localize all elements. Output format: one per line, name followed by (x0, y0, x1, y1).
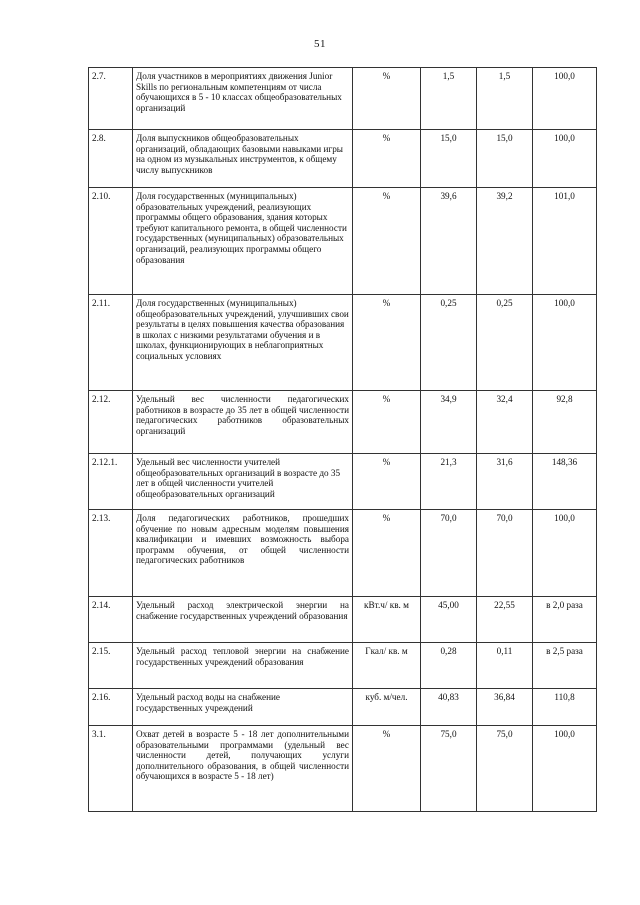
row-number: 2.7. (89, 68, 133, 130)
value-cell: 101,0 (533, 188, 597, 295)
row-number: 2.12. (89, 391, 133, 454)
value-cell: 40,83 (421, 689, 477, 726)
table-row (89, 391, 597, 454)
value-cell: 148,36 (533, 454, 597, 510)
unit-cell: куб. м/чел. (353, 689, 421, 726)
value-cell: 0,25 (477, 295, 533, 391)
unit-cell: % (353, 188, 421, 295)
row-number: 2.8. (89, 130, 133, 188)
value-cell: в 2,5 раза (533, 643, 597, 689)
unit-cell: % (353, 295, 421, 391)
unit-cell: % (353, 391, 421, 454)
indicator-name: Удельный расход электрической энергии на снабжение государственных учреждений образования (133, 597, 353, 643)
table-row (89, 689, 597, 726)
value-cell: 21,3 (421, 454, 477, 510)
table-row (89, 726, 597, 812)
table-row (89, 295, 597, 391)
unit-cell: % (353, 68, 421, 130)
value-cell: 45,00 (421, 597, 477, 643)
unit-cell: % (353, 510, 421, 597)
value-cell: 75,0 (477, 726, 533, 812)
value-cell: 39,6 (421, 188, 477, 295)
value-cell: 39,2 (477, 188, 533, 295)
value-cell: 34,9 (421, 391, 477, 454)
row-number: 3.1. (89, 726, 133, 812)
value-cell: 22,55 (477, 597, 533, 643)
value-cell: 32,4 (477, 391, 533, 454)
value-cell: 100,0 (533, 68, 597, 130)
value-cell: 100,0 (533, 295, 597, 391)
value-cell: 110,8 (533, 689, 597, 726)
row-number: 2.14. (89, 597, 133, 643)
row-number: 2.10. (89, 188, 133, 295)
indicator-name: Доля участников в мероприятиях движения Junior Skills по региональным компетенциям от числа обучающихся в 5 - 10 классах общеобразовательных организаций (133, 68, 353, 130)
table-row (89, 454, 597, 510)
indicator-name: Доля выпускников общеобразовательных организаций, обладающих базовыми навыками игры на одном из музыкальных инструментов, к общему числу выпускников (133, 130, 353, 188)
row-number: 2.12.1. (89, 454, 133, 510)
value-cell: 70,0 (477, 510, 533, 597)
value-cell: 0,11 (477, 643, 533, 689)
value-cell: 92,8 (533, 391, 597, 454)
table-row (89, 643, 597, 689)
value-cell: 1,5 (477, 68, 533, 130)
indicator-name: Доля педагогических работников, прошедших обучение по новым адресным моделям повышения квалификации и имевших возможность выбора программ обучения, от общей численности педагогических работников (133, 510, 353, 597)
table-row (89, 130, 597, 188)
indicator-name: Охват детей в возрасте 5 - 18 лет дополнительными образовательными программами (удельный вес численности детей, получающих услуги дополнительного образования, в общей численности обучающихся в возрасте 5 - 18 лет) (133, 726, 353, 812)
row-number: 2.13. (89, 510, 133, 597)
indicator-name: Удельный вес численности учителей общеобразовательных организаций в возрасте до 35 лет в общей численности учителей общеобразовательных организаций (133, 454, 353, 510)
table-row (89, 510, 597, 597)
value-cell: 75,0 (421, 726, 477, 812)
unit-cell: % (353, 130, 421, 188)
value-cell: 100,0 (533, 510, 597, 597)
value-cell: 100,0 (533, 726, 597, 812)
value-cell: 31,6 (477, 454, 533, 510)
value-cell: 100,0 (533, 130, 597, 188)
indicator-name: Удельный вес численности педагогических работников в возрасте до 35 лет в общей численности педагогических работников образовательных организаций (133, 391, 353, 454)
table-row (89, 188, 597, 295)
unit-cell: кВт.ч/ кв. м (353, 597, 421, 643)
value-cell: 70,0 (421, 510, 477, 597)
value-cell: 15,0 (477, 130, 533, 188)
table-row (89, 597, 597, 643)
indicators-table (88, 67, 597, 812)
unit-cell: Гкал/ кв. м (353, 643, 421, 689)
unit-cell: % (353, 454, 421, 510)
indicator-name: Удельный расход тепловой энергии на снабжение государственных учреждений образования (133, 643, 353, 689)
value-cell: 0,25 (421, 295, 477, 391)
row-number: 2.11. (89, 295, 133, 391)
page-number: 51 (314, 38, 326, 50)
value-cell: 0,28 (421, 643, 477, 689)
indicator-name: Доля государственных (муниципальных) образовательных учреждений, реализующих программы общего образования, здания которых требуют капитального ремонта, в общей численности государственных (муниципальных) образовательных организаций, реализующих программы общего образования (133, 188, 353, 295)
table-row (89, 68, 597, 130)
indicator-name: Удельный расход воды на снабжение государственных учреждений (133, 689, 353, 726)
indicator-name: Доля государственных (муниципальных) общеобразовательных учреждений, улучшивших свои результаты в целях повышения качества образования в школах с низкими результатами обучения и в школах, функционирующих в неблагоприятных социальных условиях (133, 295, 353, 391)
value-cell: 1,5 (421, 68, 477, 130)
row-number: 2.16. (89, 689, 133, 726)
value-cell: 15,0 (421, 130, 477, 188)
value-cell: в 2,0 раза (533, 597, 597, 643)
value-cell: 36,84 (477, 689, 533, 726)
unit-cell: % (353, 726, 421, 812)
row-number: 2.15. (89, 643, 133, 689)
